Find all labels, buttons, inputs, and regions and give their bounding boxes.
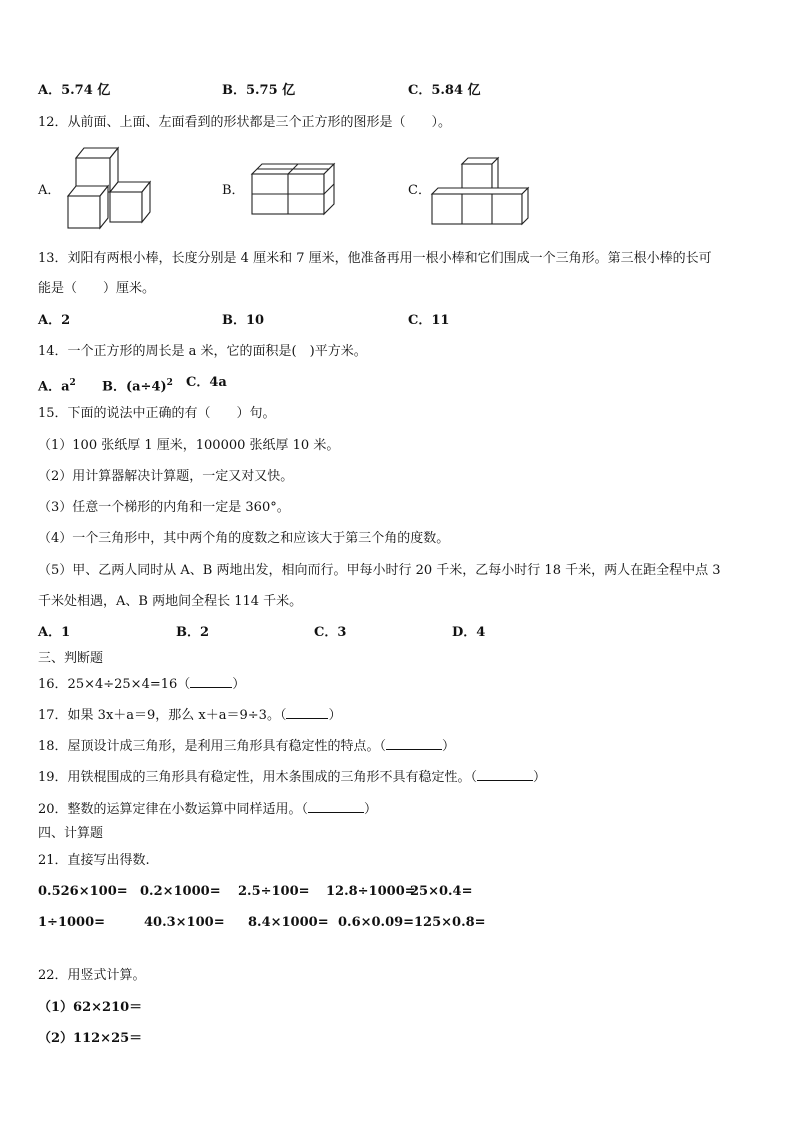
q22-stem: 22．用竖式计算。 — [38, 968, 146, 983]
q14-option-a: A．$a^2$ — [38, 378, 76, 395]
q11-option-a: A．5.74 亿 — [38, 83, 111, 98]
q21-item: 12.8÷1000= — [326, 884, 416, 899]
q15-option-c: C．3 — [314, 625, 347, 640]
q21-item: 125×0.8= — [414, 915, 486, 930]
q15-statement-5-line2: 千米处相遇，A、B 两地间全程长 114 千米。 — [38, 594, 303, 609]
q20-answer-blank[interactable] — [308, 800, 364, 813]
q12-stem: 12．从前面、上面、左面看到的形状都是三个正方形的图形是（ ）。 — [38, 115, 452, 130]
q21-item: 8.4×1000= — [248, 915, 329, 930]
q14-option-c: C．4a — [186, 375, 227, 390]
q17: 17．如果 3x＋a＝9，那么 x＋a＝9÷3。（ ） — [38, 708, 342, 723]
q13-stem-line1: 13．刘阳有两根小棒，长度分别是 4 厘米和 7 厘米，他准备再用一根小棒和它们围成一个三角形。第三根小棒的长可 — [38, 251, 712, 266]
q18-answer-blank[interactable] — [386, 737, 442, 750]
q15-statement-3: （3）任意一个梯形的内角和一定是 360°。 — [38, 500, 290, 515]
q11-option-c: C．5.84 亿 — [408, 83, 481, 98]
section-4-heading: 四、计算题 — [38, 826, 104, 841]
q17-answer-blank[interactable] — [286, 706, 328, 719]
q13-stem-line2: 能是（ ）厘米。 — [38, 281, 156, 296]
q22-part-1: （1）62×210＝ — [38, 1000, 143, 1015]
q12-label-c: C． — [408, 183, 431, 198]
q18: 18．屋顶设计成三角形，是利用三角形具有稳定性的特点。（ ） — [38, 739, 456, 754]
q20: 20．整数的运算定律在小数运算中同样适用。（ ） — [38, 802, 378, 817]
q16: 16．25×4÷25×4=16（ ） — [38, 677, 246, 692]
q19: 19．用铁棍围成的三角形具有稳定性，用木条围成的三角形不具有稳定性。（ ） — [38, 770, 547, 785]
q21-item: 40.3×100= — [144, 915, 225, 930]
q15-statement-2: （2）用计算器解决计算题，一定又对又快。 — [38, 469, 294, 484]
q21-item: 0.526×100= — [38, 884, 128, 899]
q13-option-b: B．10 — [222, 313, 265, 328]
q12-figure-c — [430, 154, 530, 228]
q15-option-b: B．2 — [176, 625, 210, 640]
q12-figure-a — [62, 144, 154, 234]
q21-item: 25×0.4= — [410, 884, 473, 899]
q15-statement-5-line1: （5）甲、乙两人同时从 A、B 两地出发，相向而行。甲每小时行 20 千米，乙每小时行 18 千米，两人在距全程中点 3 — [38, 563, 721, 578]
section-3-heading: 三、判断题 — [38, 651, 104, 666]
q12-figure-b — [248, 160, 340, 220]
q14-option-b: B．$(a\div 4)^2$ — [102, 378, 173, 395]
q19-answer-blank[interactable] — [477, 768, 533, 781]
q14-stem: 14．一个正方形的周长是 a 米，它的面积是( )平方米。 — [38, 344, 367, 359]
q21-item: 1÷1000= — [38, 915, 106, 930]
q12-label-b: B． — [222, 183, 245, 198]
q21-stem: 21．直接写出得数. — [38, 853, 150, 868]
q13-option-c: C．11 — [408, 313, 450, 328]
q13-option-a: A．2 — [38, 313, 71, 328]
q11-option-b: B．5.75 亿 — [222, 83, 296, 98]
q15-statement-4: （4）一个三角形中，其中两个角的度数之和应该大于第三个角的度数。 — [38, 531, 450, 546]
q12-label-a: A． — [38, 183, 61, 198]
q21-item: 0.2×1000= — [140, 884, 221, 899]
q15-stem: 15．下面的说法中正确的有（ ）句。 — [38, 406, 276, 421]
q15-statement-1: （1）100 张纸厚 1 厘米，100000 张纸厚 10 米。 — [38, 438, 340, 453]
q15-option-a: A．1 — [38, 625, 71, 640]
q15-option-d: D．4 — [452, 625, 486, 640]
q22-part-2: （2）112×25＝ — [38, 1031, 143, 1046]
q21-item: 0.6×0.09= — [338, 915, 415, 930]
q21-item: 2.5÷100= — [238, 884, 310, 899]
q16-answer-blank[interactable] — [190, 675, 232, 688]
